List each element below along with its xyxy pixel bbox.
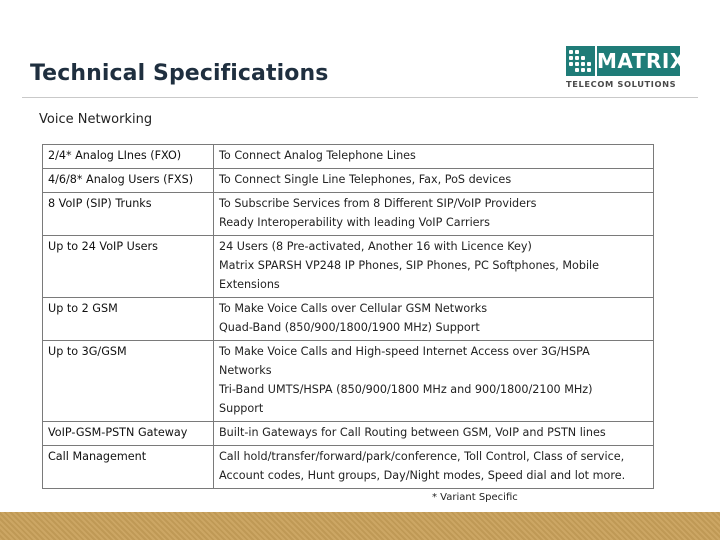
description-line: 24 Users (8 Pre-activated, Another 16 with Licence Key) xyxy=(219,240,532,253)
page-title: Technical Specifications xyxy=(30,61,329,86)
description-line: To Connect Analog Telephone Lines xyxy=(219,149,416,162)
description-line: Matrix SPARSH VP248 IP Phones, SIP Phones, PC Softphones, Mobile xyxy=(219,259,600,272)
logo-dots-icon xyxy=(566,46,595,76)
description-cell xyxy=(214,422,654,446)
description-cell xyxy=(214,236,654,298)
table-row xyxy=(43,298,654,341)
description-line: To Make Voice Calls over Cellular GSM Networks xyxy=(219,302,488,315)
description-line: To Subscribe Services from 8 Different SIP/VoIP Providers xyxy=(219,197,537,210)
description-line: Quad-Band (850/900/1800/1900 MHz) Support xyxy=(219,321,480,334)
description-line: Account codes, Hunt groups, Day/Night modes, Speed dial and lot more. xyxy=(219,469,626,482)
description-line: To Connect Single Line Telephones, Fax, PoS devices xyxy=(219,173,512,186)
table-row xyxy=(43,422,654,446)
logo-wordmark: MATRIX xyxy=(597,46,680,76)
table-row xyxy=(43,236,654,298)
title-divider xyxy=(22,97,698,98)
description-line: Ready Interoperability with leading VoIP Carriers xyxy=(219,216,490,229)
description-line: Built-in Gateways for Call Routing between GSM, VoIP and PSTN lines xyxy=(219,426,606,439)
feature-cell: Up to 2 GSM xyxy=(43,298,214,341)
spec-table xyxy=(42,144,654,489)
table-row xyxy=(43,446,654,489)
description-line: Support xyxy=(219,402,264,415)
table-row xyxy=(43,145,654,169)
description-line: Extensions xyxy=(219,278,280,291)
feature-cell: Up to 24 VoIP Users xyxy=(43,236,214,298)
matrix-logo xyxy=(566,46,686,92)
table-row xyxy=(43,341,654,422)
description-cell xyxy=(214,169,654,193)
feature-cell: 2/4* Analog LInes (FXO) xyxy=(43,145,214,169)
feature-cell: VoIP-GSM-PSTN Gateway xyxy=(43,422,214,446)
description-cell xyxy=(214,341,654,422)
feature-cell: Call Management xyxy=(43,446,214,489)
table-row xyxy=(43,193,654,236)
description-cell xyxy=(214,446,654,489)
logo-tagline: TELECOM SOLUTIONS xyxy=(566,79,677,89)
table-row xyxy=(43,169,654,193)
feature-cell: 8 VoIP (SIP) Trunks xyxy=(43,193,214,236)
description-line: To Make Voice Calls and High-speed Internet Access over 3G/HSPA xyxy=(219,345,590,358)
feature-cell: Up to 3G/GSM xyxy=(43,341,214,422)
description-line: Networks xyxy=(219,364,272,377)
feature-cell: 4/6/8* Analog Users (FXS) xyxy=(43,169,214,193)
footer-band xyxy=(0,512,720,540)
footnote: * Variant Specific xyxy=(432,492,518,503)
description-cell xyxy=(214,193,654,236)
description-cell xyxy=(214,145,654,169)
description-cell xyxy=(214,298,654,341)
section-heading: Voice Networking xyxy=(39,112,153,127)
description-line: Tri-Band UMTS/HSPA (850/900/1800 MHz and 900/1800/2100 MHz) xyxy=(219,383,593,396)
description-line: Call hold/transfer/forward/park/conference, Toll Control, Class of service, xyxy=(219,450,625,463)
